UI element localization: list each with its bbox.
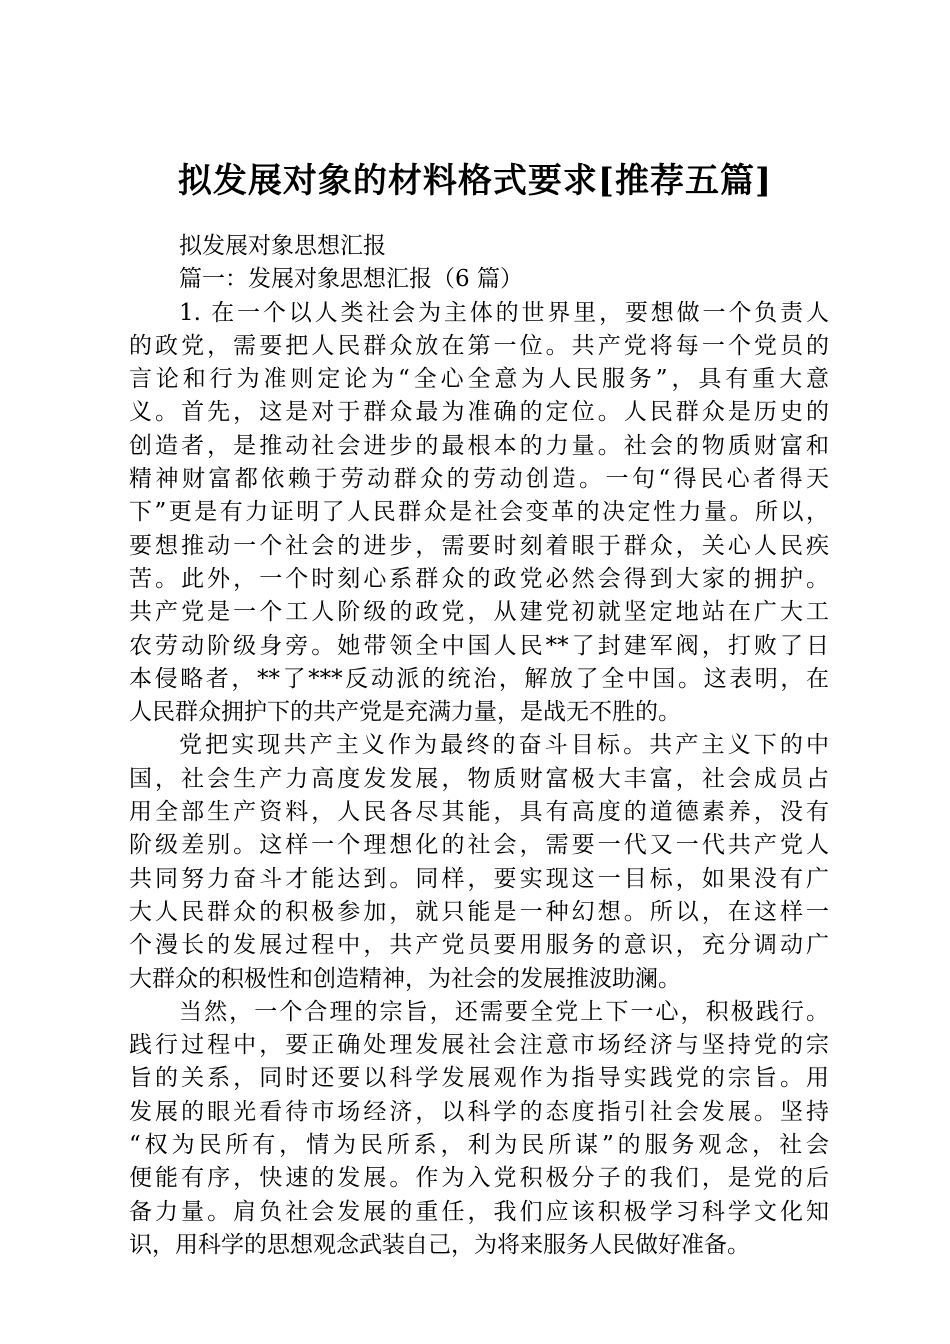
paragraph-line: 便能有序，快速的发展。作为入党积极分子的我们，是党的后 [129,1165,829,1192]
paragraph-line: 用全部生产资料，人民各尽其能，具有高度的道德素养，没有 [129,799,829,826]
paragraph-1 [129,297,829,730]
paragraph-line: 本侵略者，**了***反动派的统治，解放了全中国。这表明，在 [129,665,829,692]
paragraph-line: 国，社会生产力高度发发展，物质财富极大丰富，社会成员占 [129,765,829,792]
paragraph-line: “权为民所有，情为民所系，利为民所谋”的服务观念，社会 [129,1132,829,1159]
paragraph-line: 发展的眼光看待市场经济，以科学的态度指引社会发展。坚持 [129,1098,829,1125]
paragraph-line: 旨的关系，同时还要以科学发展观作为指导实践党的宗旨。用 [129,1065,829,1092]
paragraph-line: 言论和行为准则定论为“全心全意为人民服务”，具有重大意 [129,366,829,393]
paragraph-line: 大人民群众的积极参加，就只能是一种幻想。所以，在这样一 [129,898,829,925]
paragraph-line: 党把实现共产主义作为最终的奋斗目标。共产主义下的中 [179,732,829,759]
paragraph-line: 阶级差别。这样一个理想化的社会，需要一代又一代共产党人 [129,832,829,859]
paragraph-line: 践行过程中，要正确处理发展社会注意市场经济与坚持党的宗 [129,1032,829,1059]
paragraph-3 [129,996,829,1262]
paragraph-line: 苦。此外，一个时刻心系群众的政党必然会得到大家的拥护。 [129,565,829,592]
paragraph-line: 个漫长的发展过程中，共产党员要用服务的意识，充分调动广 [129,932,829,959]
document-body [129,230,829,1262]
paragraph-line: 当然，一个合理的宗旨，还需要全党上下一心，积极践行。 [179,998,829,1025]
paragraph-line: 农劳动阶级身旁。她带领全中国人民**了封建军阀，打败了日 [129,632,829,659]
paragraph-line: 共同努力奋斗才能达到。同样，要实现这一目标，如果没有广 [129,865,829,892]
section-heading: 篇一：发展对象思想汇报（6 篇） [179,266,523,293]
paragraph-line: 共产党是一个工人阶级的政党，从建党初就坚定地站在广大工 [129,599,829,626]
paragraph-line: 创造者，是推动社会进步的最根本的力量。社会的物质财富和 [129,432,829,459]
paragraph-line: 大群众的积极性和创造精神，为社会的发展推波助澜。 [129,965,681,992]
paragraph-2 [129,729,829,995]
paragraph-line: 义。首先，这是对于群众最为准确的定位。人民群众是历史的 [129,399,829,426]
paragraph-line: 1. 在一个以人类社会为主体的世界里，要想做一个负责人 [179,299,829,326]
paragraph-line: 的政党，需要把人民群众放在第一位。共产党将每一个党员的 [129,332,829,359]
paragraph-line: 识，用科学的思想观念武装自己，为将来服务人民做好准备。 [129,1231,750,1258]
subtitle: 拟发展对象思想汇报 [179,233,386,259]
paragraph-line: 精神财富都依赖于劳动群众的劳动创造。一句“得民心者得天 [129,466,829,493]
paragraph-line: 人民群众拥护下的共产党是充满力量，是战无不胜的。 [129,699,681,726]
paragraph-line: 备力量。肩负社会发展的重任，我们应该积极学习科学文化知 [129,1198,829,1225]
paragraph-line: 下”更是有力证明了人民群众是社会变革的决定性力量。所以， [129,499,829,526]
paragraph-line: 要想推动一个社会的进步，需要时刻着眼于群众，关心人民疾 [129,532,829,559]
document-title: 拟发展对象的材料格式要求[推荐五篇] [177,161,773,201]
